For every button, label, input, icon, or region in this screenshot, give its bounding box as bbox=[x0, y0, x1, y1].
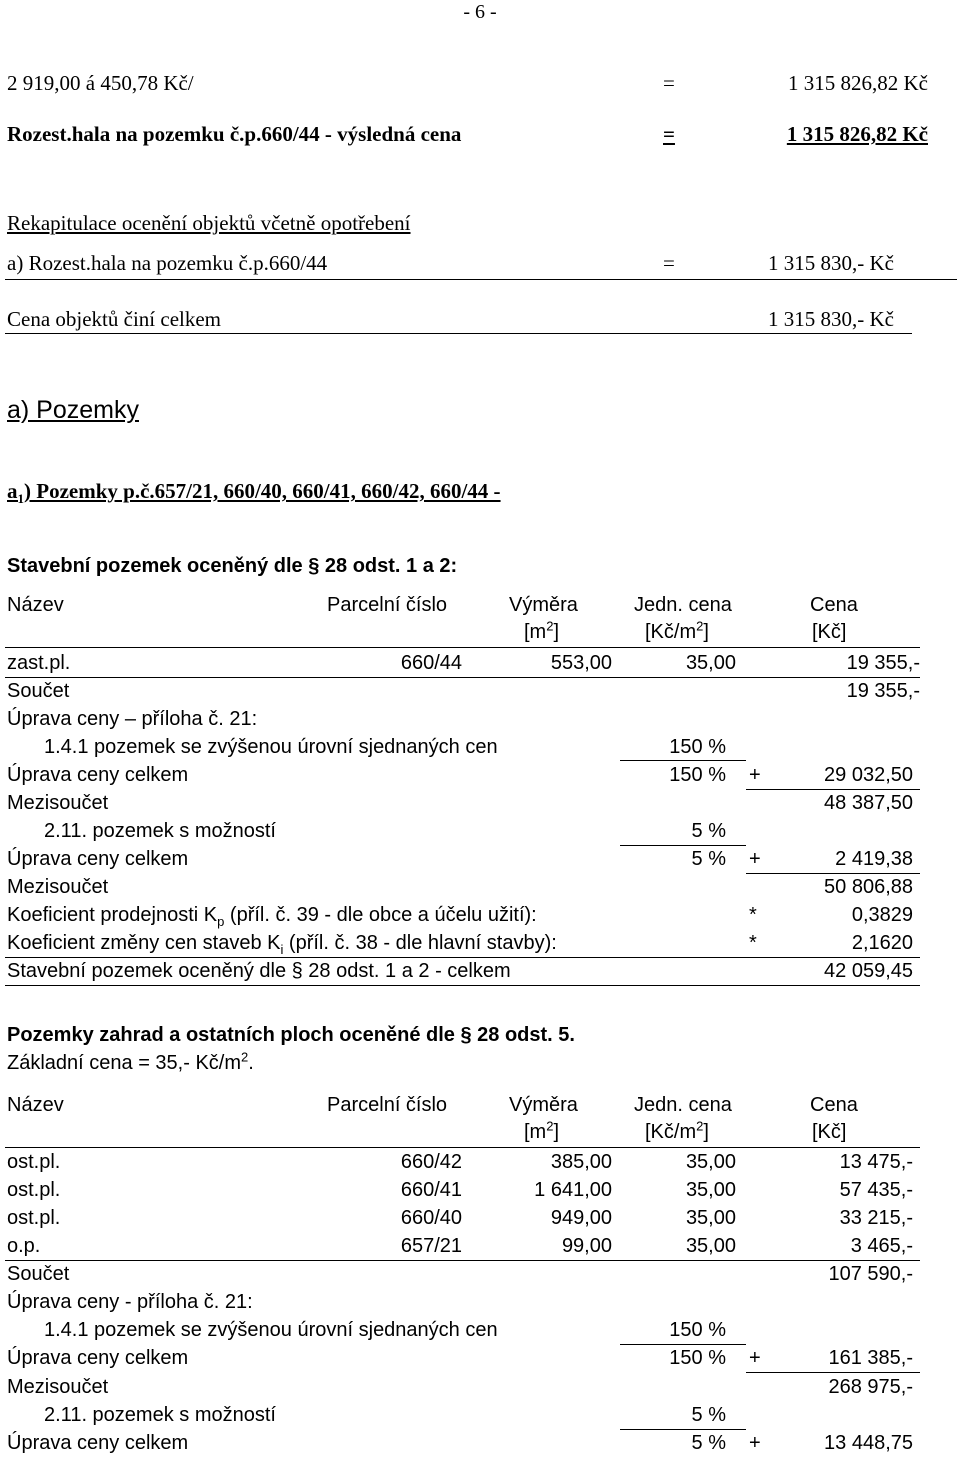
s2-row-area: 1 641,00 bbox=[534, 1179, 612, 1201]
s1-subtotal2-value: 50 806,88 bbox=[824, 876, 913, 898]
s1-row-unit-price: 35,00 bbox=[685, 652, 736, 674]
page-number: - 6 - bbox=[463, 1, 497, 23]
s2-row-area: 949,00 bbox=[550, 1207, 612, 1229]
s1-total-label: Stavební pozemek oceněný dle § 28 odst. 1 a 2 - celkem bbox=[7, 960, 511, 982]
calc-line1-value: 1 315 826,82 Kč bbox=[788, 71, 928, 95]
s2-row-unit-price: 35,00 bbox=[685, 1151, 736, 1173]
s2-adj1-total-pct: 150 % bbox=[669, 1347, 726, 1369]
s2-row-price: 3 465,- bbox=[850, 1235, 913, 1257]
s1-header-area: Výměra bbox=[509, 594, 578, 616]
s2-adj2-total-pct: 5 % bbox=[691, 1432, 726, 1454]
s1-adj2-underline bbox=[620, 845, 746, 846]
s1-adj-title: Úprava ceny – příloha č. 21: bbox=[7, 708, 258, 730]
s2-header-area: Výměra bbox=[509, 1094, 578, 1116]
s2-adj1-pct: 150 % bbox=[669, 1319, 726, 1341]
s1-row-name: zast.pl. bbox=[7, 652, 71, 674]
s1-adj1-underline bbox=[620, 760, 746, 761]
s2-adj1-label: 1.4.1 pozemek se zvýšenou úrovní sjednaných cen bbox=[44, 1319, 498, 1341]
s2-row-price: 33 215,- bbox=[839, 1207, 913, 1229]
s2-adj1-underline bbox=[620, 1344, 746, 1345]
section2-base-price: Základní cena = 35,- $Kč/m^2$. bbox=[7, 1049, 254, 1074]
s1-header-unit-price: Jedn. cena bbox=[634, 594, 732, 616]
s2-sum-value: 107 590,- bbox=[828, 1263, 913, 1285]
s1-row-parcel: 660/44 bbox=[400, 652, 462, 674]
section2-title: Pozemky zahrad a ostatních ploch oceněné dle § 28 odst. 5. bbox=[7, 1024, 575, 1046]
s2-subtotal1-value: 268 975,- bbox=[828, 1376, 913, 1398]
s2-adj2-op: + bbox=[749, 1432, 761, 1454]
s1-ki-label: Koeficient změny cen staveb $K_i$ (příl. č. 38 - dle hlavní stavby): bbox=[7, 932, 557, 957]
s1-adj2-pct: 5 % bbox=[691, 820, 726, 842]
s1-adj2-total-pct: 5 % bbox=[691, 848, 726, 870]
s1-adj1-op: + bbox=[749, 764, 761, 786]
s1-ki-op: * bbox=[749, 932, 757, 954]
s1-adj2-label: 2.11. pozemek s možností bbox=[44, 820, 276, 842]
s1-adj1-total-value: 29 032,50 bbox=[824, 764, 913, 786]
s2-adj2-total-label: Úprava ceny celkem bbox=[7, 1432, 189, 1454]
s1-sum-label: Součet bbox=[7, 680, 70, 702]
s2-row-name: o.p. bbox=[7, 1235, 41, 1257]
s2-header-unit-price: Jedn. cena bbox=[634, 1094, 732, 1116]
s2-row-name: ost.pl. bbox=[7, 1151, 61, 1173]
calc-line2-eq: = bbox=[663, 122, 675, 146]
s1-row-divider bbox=[5, 677, 920, 678]
s1-adj1-total-pct: 150 % bbox=[669, 764, 726, 786]
s2-adj2-pct: 5 % bbox=[691, 1404, 726, 1426]
calc-line2-label: Rozest.hala na pozemku č.p.660/44 - výsledná cena bbox=[7, 122, 462, 146]
recap-item-value: 1 315 830,- Kč bbox=[768, 251, 894, 275]
s2-header-price-unit: [Kč] bbox=[812, 1121, 847, 1143]
land-subheading: $a_1$) Pozemky p.č.657/21, 660/40, 660/41, 660/42, 660/44 - bbox=[7, 479, 501, 507]
s1-header-price: Cena bbox=[810, 594, 858, 616]
s1-total-value: 42 059,45 bbox=[824, 960, 913, 982]
s1-adj1-total-label: Úprava ceny celkem bbox=[7, 764, 189, 786]
recap-total-label: Cena objektů činí celkem bbox=[7, 307, 222, 331]
s1-adj2-total-label: Úprava ceny celkem bbox=[7, 848, 189, 870]
s1-ki-divider bbox=[5, 957, 920, 958]
s1-header-parcel: Parcelní číslo bbox=[327, 594, 448, 616]
recap-title: Rekapitulace ocenění objektů včetně opotřebení bbox=[7, 211, 411, 235]
s1-adj2-total-value: 2 419,38 bbox=[835, 848, 913, 870]
s1-row-area: 553,00 bbox=[550, 652, 612, 674]
s2-adj1-op: + bbox=[749, 1347, 761, 1369]
s2-row-unit-price: 35,00 bbox=[685, 1179, 736, 1201]
s1-adj1-pct: 150 % bbox=[669, 736, 726, 758]
s2-header-area-unit: $[m^2]$ bbox=[524, 1118, 560, 1143]
s1-header-divider bbox=[5, 647, 920, 648]
s1-ki-value: 2,1620 bbox=[851, 932, 913, 954]
s2-adj-title: Úprava ceny - příloha č. 21: bbox=[7, 1291, 253, 1313]
s1-adj2-total-underline bbox=[746, 873, 920, 874]
calc-line1-eq: = bbox=[663, 71, 675, 95]
calc-line1-label: 2 919,00 á 450,78 Kč/ bbox=[7, 71, 194, 95]
s2-row-name: ost.pl. bbox=[7, 1207, 61, 1229]
s1-header-area-unit: $[m^2]$ bbox=[524, 618, 560, 643]
s1-header-unit-price-unit: $[Kč/m^2]$ bbox=[645, 618, 709, 643]
s2-subtotal1-label: Mezisoučet bbox=[7, 1376, 109, 1398]
s1-total-divider bbox=[5, 985, 920, 986]
s2-sum-label: Součet bbox=[7, 1263, 70, 1285]
s2-row-parcel: 660/41 bbox=[400, 1179, 462, 1201]
s2-row-price: 13 475,- bbox=[839, 1151, 913, 1173]
s2-header-price: Cena bbox=[810, 1094, 858, 1116]
s1-subtotal1-label: Mezisoučet bbox=[7, 792, 109, 814]
s2-rows-divider bbox=[5, 1260, 920, 1261]
s1-row-price: 19 355,- bbox=[846, 652, 920, 674]
s2-row-area: 99,00 bbox=[561, 1235, 612, 1257]
recap-divider bbox=[5, 279, 957, 280]
s2-header-unit-price-unit: $[Kč/m^2]$ bbox=[645, 1118, 709, 1143]
section1-title: Stavební pozemek oceněný dle § 28 odst. 1 a 2: bbox=[7, 555, 458, 577]
s2-row-name: ost.pl. bbox=[7, 1179, 61, 1201]
s2-adj1-total-underline bbox=[746, 1372, 920, 1373]
recap-item-eq: = bbox=[663, 251, 675, 275]
s1-adj1-total-underline bbox=[746, 789, 920, 790]
s2-adj1-total-value: 161 385,- bbox=[828, 1347, 913, 1369]
s2-header-divider bbox=[5, 1147, 920, 1148]
s1-sum-value: 19 355,- bbox=[846, 680, 920, 702]
s1-kp-value: 0,3829 bbox=[851, 904, 913, 926]
recap-item-label: a) Rozest.hala na pozemku č.p.660/44 bbox=[7, 251, 328, 275]
s1-header-name: Název bbox=[7, 594, 64, 616]
recap-total-value: 1 315 830,- Kč bbox=[768, 307, 894, 331]
s2-row-unit-price: 35,00 bbox=[685, 1207, 736, 1229]
s2-row-price: 57 435,- bbox=[839, 1179, 913, 1201]
land-heading: a) Pozemky bbox=[7, 396, 139, 424]
s2-header-parcel: Parcelní číslo bbox=[327, 1094, 448, 1116]
s1-kp-op: * bbox=[749, 904, 757, 926]
s2-adj2-label: 2.11. pozemek s možností bbox=[44, 1404, 276, 1426]
s1-subtotal2-label: Mezisoučet bbox=[7, 876, 109, 898]
s2-row-parcel: 660/40 bbox=[400, 1207, 462, 1229]
s1-adj2-op: + bbox=[749, 848, 761, 870]
s2-row-unit-price: 35,00 bbox=[685, 1235, 736, 1257]
s2-row-area: 385,00 bbox=[550, 1151, 612, 1173]
s1-adj1-label: 1.4.1 pozemek se zvýšenou úrovní sjednaných cen bbox=[44, 736, 498, 758]
s2-adj2-underline bbox=[620, 1429, 746, 1430]
calc-line2-value: 1 315 826,82 Kč bbox=[786, 122, 928, 146]
s2-header-name: Název bbox=[7, 1094, 64, 1116]
s2-adj2-total-value: 13 448,75 bbox=[824, 1432, 913, 1454]
s2-row-parcel: 660/42 bbox=[400, 1151, 462, 1173]
s2-adj1-total-label: Úprava ceny celkem bbox=[7, 1347, 189, 1369]
s1-header-price-unit: [Kč] bbox=[812, 621, 847, 643]
recap-total-underline bbox=[5, 333, 912, 334]
s1-subtotal1-value: 48 387,50 bbox=[824, 792, 913, 814]
s2-row-parcel: 657/21 bbox=[400, 1235, 462, 1257]
s1-kp-label: Koeficient prodejnosti $K_p$ (příl. č. 39 - dle obce a účelu užití): bbox=[7, 904, 537, 929]
